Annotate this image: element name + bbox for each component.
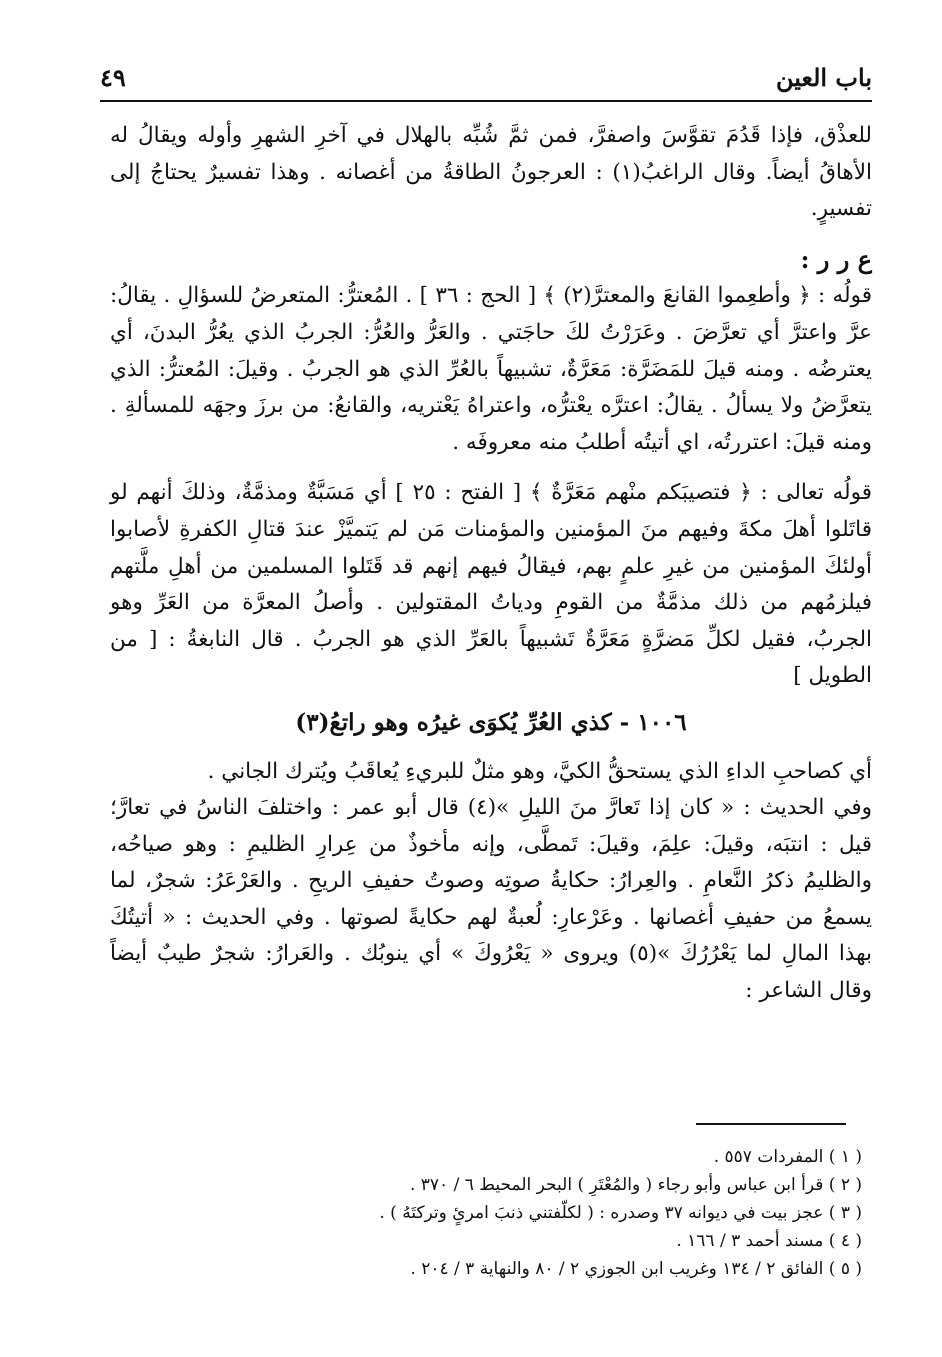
footnote: ( ٢ ) قرأ ابن عباس وأبو رجاء ( والمُعْتَرِ ) البحر المحيط ٦ / ٣٧٠ . bbox=[409, 1175, 862, 1195]
header-rule bbox=[100, 100, 872, 102]
poetry-verse: ١٠٠٦ - كذي العُرِّ يُكوَى غيرُه وهو راتعُ(٣) bbox=[295, 708, 687, 736]
paragraph-1: للعذْق، فإذا قَدُمَ تقوَّسَ واصفرَّ، فمن ثمَّ شُبِّه بالهلال في آخرِ الشهرِ وأوله ويقالُ له الأهاقُ أيضاً. وقال الراغبُ(١) : العرجونُ الطاقةُ من أغصانه . وهذا تفسيرٌ يحتاجُ إلى تفسيرٍ. bbox=[110, 123, 873, 222]
footnote: ( ٥ ) الفائق ٢ / ١٣٤ وغريب ابن الجوزي ٢ / ٨٠ والنهاية ٣ / ٢٠٤ . bbox=[410, 1259, 862, 1279]
footnote: ( ١ ) المفردات ٥٥٧ . bbox=[713, 1147, 862, 1167]
footnote: ( ٣ ) عجز بيت في ديوانه ٣٧ وصدره : ( لكلّفتني ذنبَ امرئٍ وتركتَهُ ) . bbox=[379, 1203, 862, 1223]
chapter-title: باب العين bbox=[775, 62, 872, 92]
paragraph-4: أي كصاحبِ الداءِ الذي يستحقُّ الكيَّ، وهو مثلٌ للبريءِ يُعاقَبُ ويُترك الجاني . bbox=[207, 758, 872, 784]
footnote: ( ٤ ) مسند أحمد ٣ / ١٦٦ . bbox=[676, 1231, 862, 1251]
main-text bbox=[110, 118, 872, 1010]
paragraph-5: وفي الحديث : « كان إذا تَعارَّ منَ الليلِ »(٤) قال أبو عمر : واختلفَ الناسُ في تعارَّ؛ قيل : انتبَه، وقيلَ: علِمَ، وقيلَ: تَمطَّى، وإنه مأخوذٌ من عِرارِ الظليمِ : وهو صياحُه، والظليمُ ذكرُ النَّعامِ . والعِرارُ: حكايةُ صوتِه وصوتُ حفيفِ الريحِ . والعَرْعَرُ: شجرٌ، لما يسمعُ من حفيفِ أغصانها . وعَرْعارِ: لُعبةٌ لهم حكايةً لصوتها . وفي الحديث : « أتيتُكَ بهذا المالِ لما يَعْرُرُكَ »(٥) ويروى « يَعْرُوكَ » أي ينوبُك . والعَرارُ: شجرٌ طيبٌ أيضاً وقال الشاعر : bbox=[110, 795, 873, 1004]
entry-heading: ع ر ر : bbox=[800, 244, 872, 274]
page-number: ٤٩ bbox=[100, 62, 126, 92]
footnote-rule bbox=[696, 1123, 846, 1125]
paragraph-3: قولُه تعالى : ﴿ فتصيبَكم منْهم مَعَرَّةٌ ﴾ [ الفتح : ٢٥ ] أي مَسَبَّةٌ ومذمَّةٌ، وذلكَ أنهم لو قاتَلوا أهلَ مكةَ وفيهم منَ المؤمنين والمؤمنات مَن لم يَتميَّزْ عندَ قتالِ الكفرةِ لأصابوا أولئكَ المؤمنين من غيرِ علمٍ بهم، فيقالُ فيهم إنهم قد قَتَلوا المسلمين من أهلِ ملَّتهم فيلزمُهم من ذلك مذمَّةٌ من القومِ ودياتُ المقتولين . وأصلُ المعرَّة من العَرِّ وهو الجربُ، فقيل لكلِّ مَضرَّةٍ مَعَرَّةٌ تَشبيهاً بالعَرِّ الذي هو الجربُ . قال النابغةُ : [ من الطويل ] bbox=[110, 480, 872, 689]
footnotes bbox=[110, 1143, 862, 1283]
paragraph-2: قولُه : ﴿ وأطعِموا القانعَ والمعترَّ(٢) ﴾ [ الحج : ٣٦ ] . المُعترُّ: المتعرضُ للسؤالِ . يقالُ: عرَّ واعترَّ أي تعرَّضَ . وعَرَرْتُ لكَ حاجَتي . والعَرُّ والعُرُّ: الجربُ الذي يعُرُّ البدنَ، أي يعترضُه . ومنه قيلَ للمَضَرَّة: مَعَرَّةٌ، تشبيهاً بالعُرِّ الذي هو الجربُ . وقيلَ: المُعترُّ: الذي يتعرَّضُ ولا يسألُ . يقالُ: اعترَّه يعْترُّه، واعتراهُ يَعْتريه، والقانعُ: من برزَ وجهَه للمسألةِ . ومنه قيلَ: اعتررتُه، اي أتيتُه أطلبُ منه معروفَه . bbox=[110, 283, 872, 455]
page-header bbox=[100, 60, 872, 94]
